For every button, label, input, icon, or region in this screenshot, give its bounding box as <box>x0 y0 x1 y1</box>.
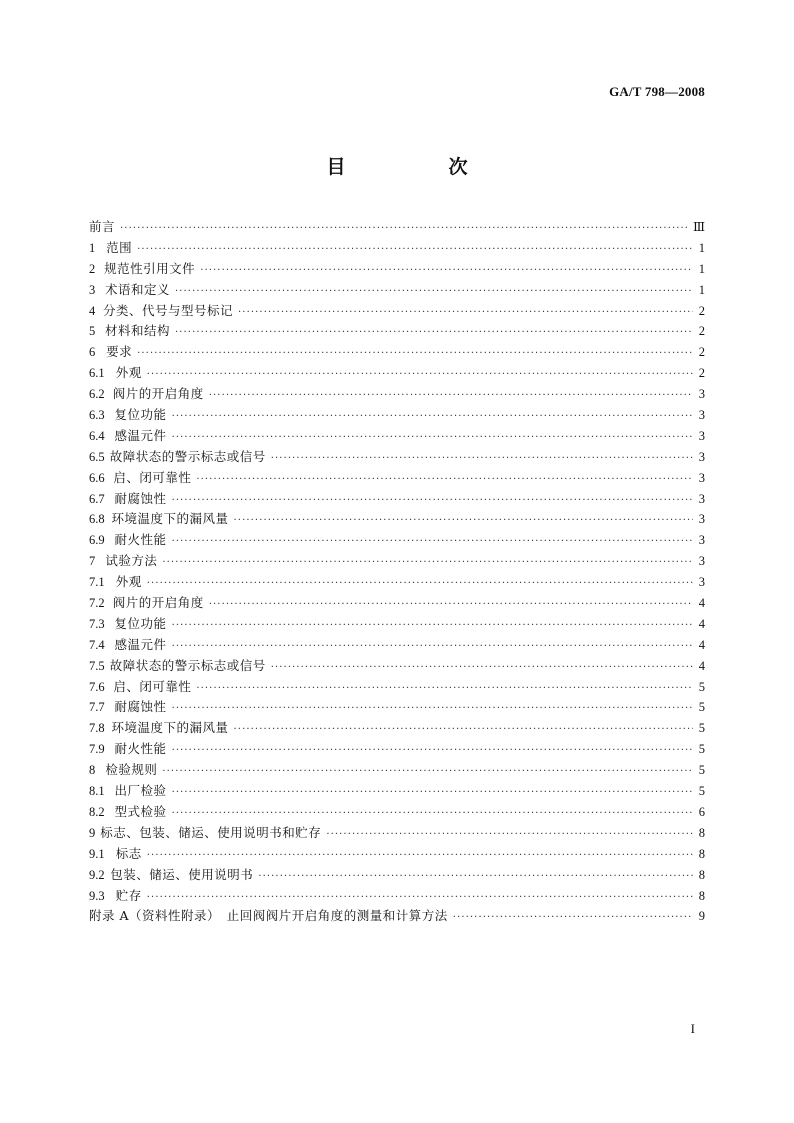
toc-entry-page: 2 <box>698 303 705 318</box>
toc-entry[interactable] <box>89 593 705 614</box>
toc-entry-title: 贮存 <box>115 887 142 903</box>
toc-leader-dots <box>200 261 693 282</box>
toc-entry[interactable] <box>89 823 705 844</box>
toc-entry-page: 4 <box>698 616 705 631</box>
toc-entry-number: 6.3 <box>89 408 105 423</box>
toc-entry-number: 6.2 <box>89 387 105 402</box>
toc-entry-number: 7.5 <box>89 658 105 673</box>
toc-entry-title: 型式检验 <box>114 803 167 819</box>
toc-entry-title: 附录 A（资料性附录） 止回阀阀片开启角度的测量和计算方法 <box>89 908 448 924</box>
toc-entry-page: 5 <box>698 679 705 694</box>
toc-entry-page: 4 <box>698 658 705 673</box>
toc-entry-number: 7.7 <box>89 700 105 715</box>
toc-entry-page: 3 <box>698 512 705 527</box>
toc-entry-page: 5 <box>698 784 705 799</box>
toc-entry[interactable] <box>89 614 705 635</box>
toc-leader-dots <box>175 323 693 344</box>
toc-entry-page: 1 <box>698 282 705 297</box>
toc-entry[interactable] <box>89 363 705 384</box>
toc-entry[interactable] <box>89 468 705 489</box>
toc-entry[interactable] <box>89 572 705 593</box>
toc-entry[interactable] <box>89 677 705 698</box>
toc-entry-title: 术语和定义 <box>104 281 170 297</box>
toc-entry-number: 9.3 <box>89 888 105 903</box>
toc-entry-number: 9.2 <box>89 867 105 882</box>
toc-entry-page: 8 <box>698 867 705 882</box>
toc-leader-dots <box>453 908 693 929</box>
toc-entry-page: 3 <box>698 428 705 443</box>
toc-entry[interactable] <box>89 656 705 677</box>
toc-entry-page: 5 <box>698 700 705 715</box>
toc-entry-title: 外观 <box>115 574 142 590</box>
toc-leader-dots <box>234 720 693 741</box>
toc-entry-number: 6.9 <box>89 533 105 548</box>
page-number: I <box>690 1021 695 1036</box>
toc-entry-page: 3 <box>698 533 705 548</box>
toc-entry-title: 范围 <box>106 239 133 255</box>
toc-leader-dots <box>172 699 693 720</box>
toc-entry-title: 检验规则 <box>105 762 158 778</box>
toc-entry-title: 出厂检验 <box>114 783 167 799</box>
toc-entry-number: 1 <box>89 240 96 255</box>
toc-entry-number: 4 <box>89 303 96 318</box>
toc-entry-page: 1 <box>698 261 705 276</box>
toc-entry-number: 7.2 <box>89 596 105 611</box>
toc-entry-title: 耐火性能 <box>114 741 167 757</box>
toc-leader-dots <box>137 240 693 261</box>
toc-entry-title: 感温元件 <box>114 427 167 443</box>
toc-entry[interactable] <box>89 426 705 447</box>
toc-entry-number: 6.8 <box>89 512 105 527</box>
toc-leader-dots <box>137 344 693 365</box>
toc-entry[interactable] <box>89 384 705 405</box>
toc-leader-dots <box>172 532 693 553</box>
toc-entry-title: 环境温度下的漏风量 <box>111 511 229 527</box>
toc-entry[interactable] <box>89 509 705 530</box>
toc-leader-dots <box>172 407 693 428</box>
toc-entry-page: 3 <box>698 491 705 506</box>
toc-leader-dots <box>172 616 693 637</box>
toc-entry-page: 3 <box>698 387 705 402</box>
toc-leader-dots <box>172 741 693 762</box>
toc-entry-title: 包装、储运、使用说明书 <box>110 866 254 882</box>
toc-entry[interactable] <box>89 886 705 907</box>
toc-entry[interactable] <box>89 635 705 656</box>
toc-entry[interactable] <box>89 301 705 322</box>
toc-entry-title: 试验方法 <box>105 553 158 569</box>
toc-entry-number: 8.1 <box>89 784 105 799</box>
toc-entry-number: 7.8 <box>89 721 105 736</box>
toc-entry-page: 3 <box>698 575 705 590</box>
toc-entry-number: 6.5 <box>89 449 105 464</box>
toc-entry[interactable] <box>89 238 705 259</box>
toc-leader-dots <box>258 867 693 888</box>
toc-entry-page: 3 <box>698 449 705 464</box>
toc-entry-page: 4 <box>698 637 705 652</box>
toc-entry-page: 3 <box>698 470 705 485</box>
toc-entry-title: 标志 <box>115 845 142 861</box>
toc-entry-number: 6.6 <box>89 470 105 485</box>
toc-leader-dots <box>147 846 693 867</box>
toc-entry-title: 耐腐蚀性 <box>114 490 167 506</box>
toc-entry-number: 5 <box>89 324 96 339</box>
toc-entry-title: 阀片的开启角度 <box>112 386 204 402</box>
toc-entry-page: 8 <box>698 846 705 861</box>
toc-entry-title: 标志、包装、储运、使用说明书和贮存 <box>100 824 322 840</box>
toc-entry-page: 5 <box>698 721 705 736</box>
toc-entry-number: 6.1 <box>89 366 105 381</box>
toc-entry-number: 7.6 <box>89 679 105 694</box>
toc-entry-number: 9 <box>89 825 96 840</box>
toc-entry[interactable] <box>89 760 705 781</box>
toc-entry-title: 阀片的开启角度 <box>112 595 204 611</box>
toc-leader-dots <box>172 428 693 449</box>
toc-entry-number: 7.3 <box>89 616 105 631</box>
toc-entry-title: 复位功能 <box>114 615 167 631</box>
toc-leader-dots <box>162 553 693 574</box>
toc-entry-title: 感温元件 <box>114 636 167 652</box>
toc-entry[interactable] <box>89 447 705 468</box>
toc-entry-page: 5 <box>698 763 705 778</box>
toc-entry[interactable] <box>89 405 705 426</box>
toc-entry-page: 3 <box>698 554 705 569</box>
toc-entry-number: 8 <box>89 763 96 778</box>
toc-entry[interactable] <box>89 865 705 886</box>
toc-entry-page: 2 <box>698 345 705 360</box>
toc-leader-dots <box>326 825 693 846</box>
toc-entry-title: 要求 <box>106 344 133 360</box>
toc-entry-page: 1 <box>698 240 705 255</box>
toc-leader-dots <box>271 658 693 679</box>
toc-entry-title: 环境温度下的漏风量 <box>111 720 229 736</box>
toc-entry-title: 故障状态的警示标志或信号 <box>109 448 266 464</box>
toc-leader-dots <box>196 470 693 491</box>
toc-entry-page: 6 <box>698 804 705 819</box>
toc-entry-page: Ⅲ <box>692 220 705 234</box>
toc-entry-title: 复位功能 <box>114 407 167 423</box>
toc-entry[interactable] <box>89 906 705 927</box>
toc-entry-number: 2 <box>89 261 96 276</box>
toc-entry-title: 耐火性能 <box>114 532 167 548</box>
toc-entry-number: 7 <box>89 554 96 569</box>
toc-entry-title: 外观 <box>115 365 142 381</box>
toc-entry-title: 材料和结构 <box>104 323 170 339</box>
toc-entry[interactable] <box>89 342 705 363</box>
toc-leader-dots <box>175 282 693 303</box>
toc-leader-dots <box>147 574 693 595</box>
toc-entry[interactable] <box>89 551 705 572</box>
toc-entry[interactable] <box>89 802 705 823</box>
toc-entry-page: 8 <box>698 888 705 903</box>
toc-entry-title: 规范性引用文件 <box>104 260 196 276</box>
toc-entry[interactable] <box>89 259 705 280</box>
toc-entry-number: 7.1 <box>89 575 105 590</box>
toc-entry-number: 9.1 <box>89 846 105 861</box>
toc-entry[interactable] <box>89 697 705 718</box>
toc-entry[interactable] <box>89 530 705 551</box>
toc-entry-page: 4 <box>698 596 705 611</box>
toc-leader-dots <box>234 511 693 532</box>
toc-entry-number: 3 <box>89 282 96 297</box>
toc-entry-number: 7.9 <box>89 742 105 757</box>
toc-entry-page: 2 <box>698 324 705 339</box>
toc-entry-number: 6.4 <box>89 428 105 443</box>
toc-leader-dots <box>238 303 693 324</box>
toc-leader-dots <box>147 888 693 909</box>
toc-leader-dots <box>172 783 693 804</box>
toc-entry-title: 启、闭可靠性 <box>113 469 192 485</box>
toc-leader-dots <box>172 637 693 658</box>
toc-entry-number: 6 <box>89 345 96 360</box>
toc-entry[interactable] <box>89 739 705 760</box>
toc-leader-dots <box>209 595 693 616</box>
toc-entry[interactable] <box>89 489 705 510</box>
table-of-contents <box>89 217 705 927</box>
toc-leader-dots <box>120 219 689 240</box>
toc-entry-number: 8.2 <box>89 804 105 819</box>
toc-entry[interactable] <box>89 718 705 739</box>
toc-entry-title: 耐腐蚀性 <box>114 699 167 715</box>
document-id: GA/T 798—2008 <box>609 84 705 99</box>
toc-entry[interactable] <box>89 321 705 342</box>
toc-entry[interactable] <box>89 781 705 802</box>
toc-entry-page: 8 <box>698 825 705 840</box>
toc-entry-number: 7.4 <box>89 637 105 652</box>
toc-entry-page: 2 <box>698 366 705 381</box>
toc-entry-title: 分类、代号与型号标记 <box>103 302 234 318</box>
toc-leader-dots <box>162 762 693 783</box>
toc-leader-dots <box>147 365 693 386</box>
toc-leader-dots <box>172 491 693 512</box>
toc-entry-page: 9 <box>698 909 705 924</box>
toc-entry[interactable] <box>89 844 705 865</box>
toc-leader-dots <box>271 449 693 470</box>
toc-entry-title: 启、闭可靠性 <box>113 678 192 694</box>
toc-entry-number: 6.7 <box>89 491 105 506</box>
page-title: 目 次 <box>326 156 510 178</box>
toc-leader-dots <box>209 386 693 407</box>
toc-entry-page: 3 <box>698 408 705 423</box>
toc-entry-title: 故障状态的警示标志或信号 <box>109 657 266 673</box>
toc-entry-title: 前言 <box>89 219 116 234</box>
toc-entry[interactable] <box>89 217 705 238</box>
toc-entry[interactable] <box>89 280 705 301</box>
toc-leader-dots <box>172 804 693 825</box>
toc-entry-page: 5 <box>698 742 705 757</box>
toc-leader-dots <box>196 679 693 700</box>
